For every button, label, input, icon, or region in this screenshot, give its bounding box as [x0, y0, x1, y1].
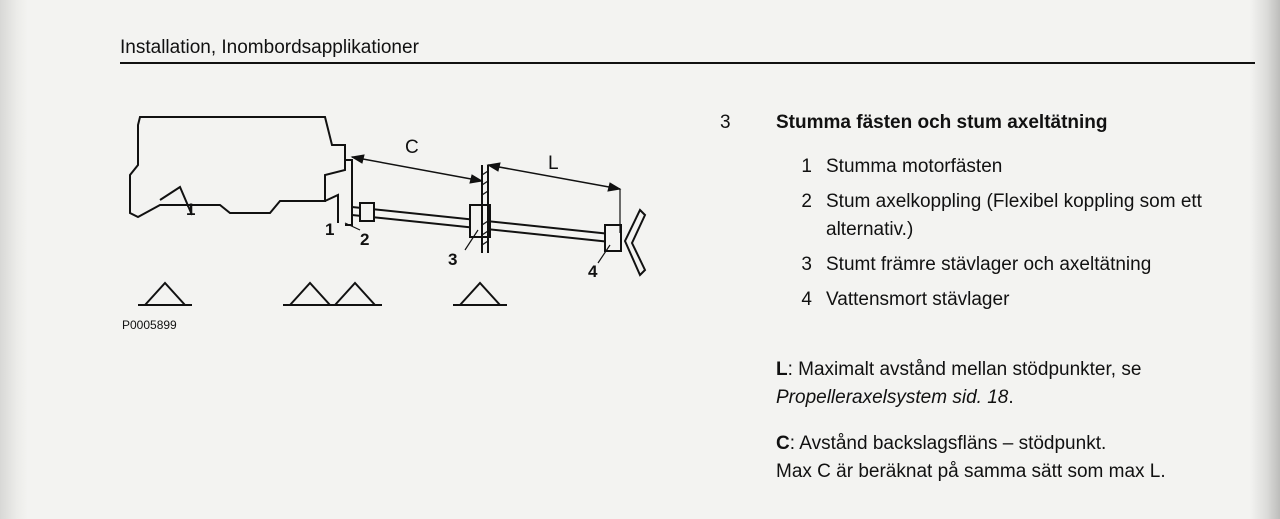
list-item [776, 286, 1256, 314]
propeller [625, 210, 645, 275]
support-3 [328, 283, 382, 305]
list-item-text: Stumma motorfästen [826, 156, 1003, 177]
page-edge-left [0, 0, 28, 519]
note-c-line2: Max C är beräknat på samma sätt som max L. [776, 461, 1166, 482]
flange [345, 160, 352, 225]
label-3: 3 [448, 250, 458, 269]
list-item-text: Stum axelkoppling (Flexibel koppling som ett alternativ.) [826, 191, 1202, 240]
component-list [776, 153, 1256, 321]
note-l-reference: Propelleraxelsystem sid. 18 [776, 387, 1009, 408]
note-l-text: : Maximalt avstånd mellan stödpunkter, se [787, 359, 1142, 380]
figure-code: P0005899 [122, 318, 177, 332]
note-c-line1: : Avstånd backslagsfläns – stödpunkt. [789, 433, 1107, 454]
note-c-key: C [776, 433, 790, 454]
list-item-number: 3 [801, 254, 812, 275]
note-l-key: L [776, 359, 788, 380]
label-c: C [405, 137, 419, 158]
list-item-text: Vattensmort stävlager [826, 289, 1010, 310]
list-item-number: 2 [801, 191, 812, 212]
shaft-coupling [360, 203, 374, 221]
section-number: 3 [720, 112, 731, 133]
header-rule [120, 62, 1255, 64]
rear-bearing [605, 225, 621, 251]
page-header-title: Installation, Inombordsapplikationer [120, 37, 419, 58]
note-c [776, 430, 1256, 486]
list-item-text: Stumt främre stävlager och axeltätning [826, 254, 1152, 275]
support-1 [138, 283, 192, 305]
note-l-end: . [1008, 387, 1014, 408]
section-title: Stumma fästen och stum axeltätning [776, 112, 1108, 133]
support-2 [283, 283, 337, 305]
engine-mount-right [325, 195, 338, 223]
list-item-number: 4 [801, 289, 812, 310]
label-4: 4 [588, 262, 598, 281]
label-1-right: 1 [325, 220, 335, 239]
label-1-left: 1 [186, 200, 196, 219]
list-item [776, 188, 1256, 244]
installation-diagram [120, 105, 680, 310]
support-4 [453, 283, 507, 305]
label-2: 2 [360, 230, 370, 249]
note-l [776, 356, 1256, 412]
engine-outline [130, 117, 345, 217]
list-item [776, 251, 1256, 279]
list-item [776, 153, 1256, 181]
label-l: L [548, 153, 559, 174]
list-item-number: 1 [801, 156, 812, 177]
